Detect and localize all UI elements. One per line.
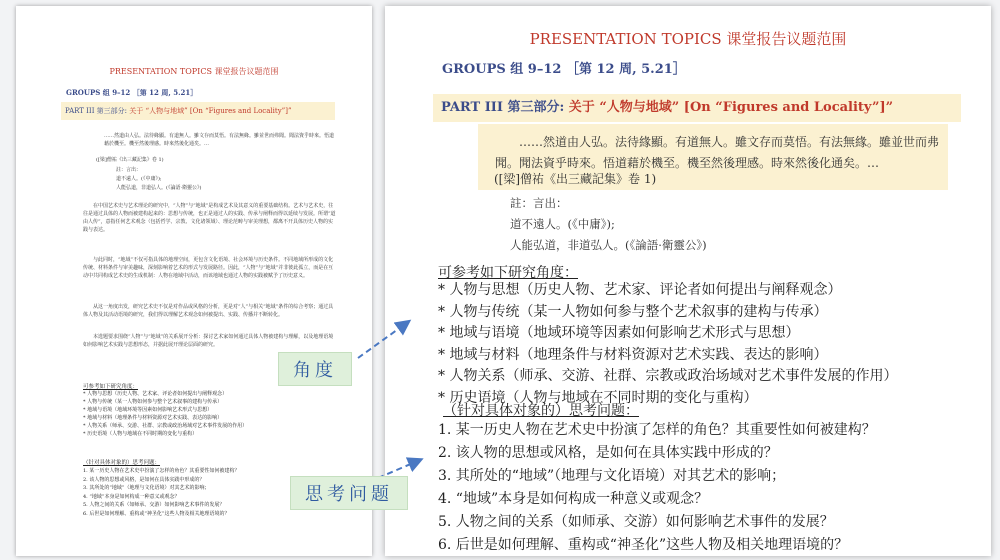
list-item: 2. 该人物的思想或风格，是如何在具体实践中形成的？ (83, 476, 205, 483)
perspectives-heading: 可参考如下研究角度： (438, 265, 578, 281)
part-highlight: 关于 “人物与地域” [On “Figures and Locality”]” (568, 100, 894, 115)
groups-heading: GROUPS 组 9–12 ［第 12 周, 5.21］ (442, 62, 686, 77)
page-title: PRESENTATION TOPICS 课堂报告议题范围 (529, 30, 847, 48)
list-item: * 历史语境（人物与地域在不同时期的变化与重构） (438, 389, 758, 406)
list-item: 5. 人物之间的关系（如师承、交游）如何影响艺术事件的发展？ (83, 502, 225, 508)
list-item: * 地域与材料（地理条件与材料资源对艺术实践、表达的影响） (83, 415, 223, 421)
list-item: * 人物关系（师承、交游、社群、宗教或政治场域对艺术事件发展的作用） (83, 423, 248, 429)
list-item: 1. 某一历史人物在艺术史中扮演了怎样的角色？其重要性如何被建构？ (83, 468, 240, 474)
thumb-paragraph: 从这一角度出发，研究艺术史不仅是对作品或风格的分析，更是对“人”与相关“地域”条件的综合考察；通过具体人物及其活动语境的研究，我们得以理解艺术观念如何被提出、实践、传播并不断转化。 (83, 304, 334, 318)
thumb-groups: GROUPS 组 9–12 ［第 12 周, 5.21］ (66, 88, 198, 97)
thumb-note: 道不遠人。(《中庸》); (116, 176, 162, 182)
list-item: 1. 某一历史人物在艺术史中扮演了怎样的角色？其重要性如何被建构？ (438, 422, 876, 438)
list-item: * 人物与传统（某一人物如何参与整个艺术叙事的建构与传承） (438, 303, 828, 320)
note-line: 註：言出： (510, 196, 568, 210)
thumb-quote: ……然道由人弘。法待緣顯。有道無人。雖文存而莫悟。有法無緣。雖並世而弗聞。聞法資乎時來。悟道藉於機至。機至然後理感。時來然後化通矣。… (104, 133, 335, 147)
thumb-title: PRESENTATION TOPICS 课堂报告议题范围 (109, 67, 279, 76)
quote-text: ……然道由人弘。法待緣顯。有道無人。雖文存而莫悟。有法無緣。雖並世而弗聞。聞法資乎時來。悟道藉於機至。機至然後理感。時來然後化通矣。… (495, 135, 940, 170)
list-item: * 人物与思想（历史人物、艺术家、评论者如何提出与阐释观念） (83, 391, 228, 397)
list-item: * 人物与传统（某一人物如何参与整个艺术叙事的建构与传承） (83, 399, 223, 405)
list-item: 5. 人物之间的关系（如师承、交游）如何影响艺术事件的发展？ (438, 514, 834, 530)
arrow-angle (358, 322, 408, 358)
callout-angle: 角度 (278, 352, 352, 386)
list-item: 2. 该人物的思想或风格，是如何在具体实践中形成的？ (438, 445, 778, 461)
thumb-paragraph: 与此同时，“地域”不仅可指具体的地理空间，更包含文化语境、社会环境与历史条件。不同地域所形成的文化传统、材料条件与审美趣味，深刻影响着艺术的形式与发展路径。因此，“人物”与“地域”并非彼此孤立，而是在互动中共同构成艺术史的生成机制：人物在地域中活动，而该地域也通过人物的实践被赋予了历史意义。 (83, 257, 334, 279)
list-item: * 地域与语境（地域环境等因素如何影响艺术形式与思想） (438, 325, 800, 341)
thumb-perspectives-heading: 可参考如下研究角度： (83, 384, 139, 390)
list-item: 3. 其所处的“地域”（地理与文化语境）对其艺术的影响； (438, 468, 786, 484)
note-line: 道不遠人。(《中庸》); (510, 217, 615, 231)
list-item: * 地域与材料（地理条件与材料资源对艺术实践、表达的影响） (438, 346, 828, 363)
list-item: 6. 后世是如何理解、重构或“神圣化”这些人物及相关地理语境的？ (438, 537, 849, 553)
thumb-paragraph: 本选题要求围绕“人物”与“地域”的关系展开分析：探讨艺术家如何通过具体人物被建构与理解，以及地理语境如何影响艺术实践与思想形态，并据此展开理论层面的研究。 (83, 334, 334, 348)
thumb-questions-heading: （针对具体对象的）思考问题： (83, 460, 161, 466)
quote-source: ([梁]僧祐《出三藏記集》卷 1) (494, 172, 657, 186)
note-line: 人能弘道，非道弘人。(《論語·衛靈公》) (510, 238, 707, 252)
list-item: * 历史语境（人物与地域在不同时期的变化与重构） (83, 431, 198, 437)
callout-questions: 思考问题 (290, 476, 408, 510)
thumb-paragraph: 在中国艺术史与艺术理论的研究中，“人物”与“地域”是构成艺术及其意义的重要基础结构。艺术与艺术史，往往是通过具体的人物而被建构起来的：思想与传统，也正是通过人的实践、传承与阐释而得以延续与发展。所谓“道由人传”，意指任何艺术观念（包括哲学、宗教、文化诸领域）、理论范畴与审美理想，都离不开具体历史人物的实践与表达。 (83, 203, 336, 233)
list-item: 6. 后世是如何理解、重构或“神圣化”这些人物及相关地理语境的？ (83, 510, 230, 517)
list-item: 4. “地域”本身是如何构成一种意义或观念？ (83, 493, 180, 500)
part-prefix: PART III 第三部分: (441, 100, 569, 115)
list-item: 3. 其所处的“地域”（地理与文化语境）对其艺术的影响； (83, 485, 210, 491)
thumb-part-prefix: PART III 第三部分: (65, 107, 130, 115)
thumb-note: 註：言出： (116, 167, 142, 173)
list-item: * 人物与思想（历史人物、艺术家、评论者如何提出与阐释观念） (438, 282, 842, 298)
questions-heading: （针对具体对象的）思考问题： (443, 403, 639, 419)
thumb-quote-source: ([梁]僧祐《出三藏記集》卷 1) (96, 157, 164, 163)
list-item: 4. “地域”本身是如何构成一种意义或观念？ (438, 491, 709, 507)
list-item: * 人物关系（师承、交游、社群、宗教或政治场域对艺术事件发展的作用） (438, 368, 898, 384)
list-item: * 地域与语境（地域环境等因素如何影响艺术形式与思想） (83, 407, 213, 413)
thumb-note: 人能弘道，非道弘人。(《論語·衛靈公》) (116, 185, 202, 191)
thumb-part-highlight: 关于 “人物与地域” [On “Figures and Locality”]” (129, 107, 292, 115)
